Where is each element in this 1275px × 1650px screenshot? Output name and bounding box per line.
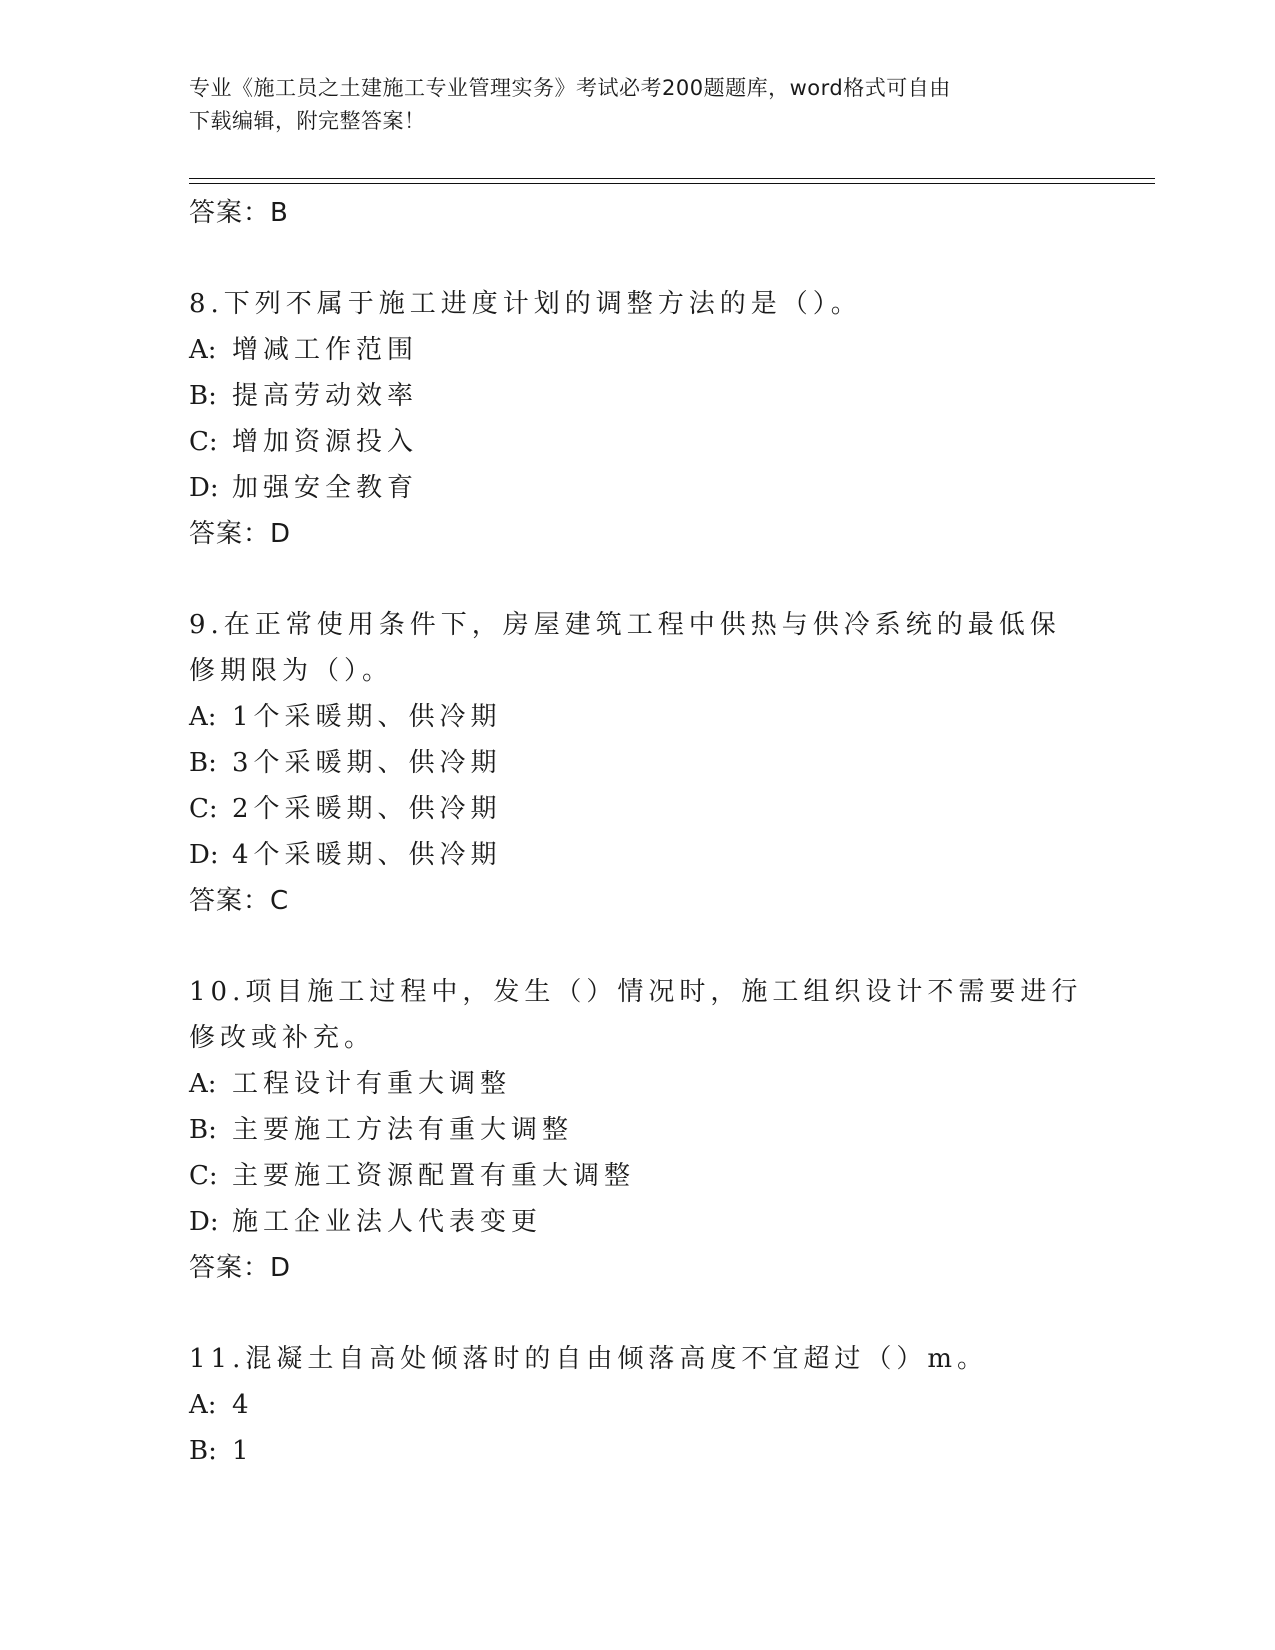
answer-line: 答案：C — [189, 886, 290, 916]
question-block — [189, 1336, 1149, 1474]
option-d — [189, 832, 1149, 878]
document-header — [189, 72, 1089, 138]
question-stem: 8.下列不属于施工进度计划的调整方法的是（）。 — [189, 289, 862, 319]
option-b — [189, 1107, 1149, 1153]
question-stem: 10.项目施工过程中，发生（）情况时，施工组织设计不需要进行修改或补充。 — [189, 977, 1083, 1053]
question-block — [189, 281, 1149, 557]
question-block — [189, 602, 1149, 924]
answer-line: 答案：D — [189, 519, 292, 549]
option-text: 4 — [232, 1390, 254, 1420]
question-stem: 9.在正常使用条件下，房屋建筑工程中供热与供冷系统的最低保修期限为（）。 — [189, 610, 1061, 686]
option-key: B: — [189, 1115, 217, 1145]
header-rule-top — [189, 178, 1155, 179]
option-d — [189, 1199, 1149, 1245]
option-text: 增减工作范围 — [232, 335, 419, 365]
answer-line: 答案：D — [189, 1253, 292, 1283]
option-b — [189, 373, 1149, 419]
spacer — [189, 557, 1149, 602]
option-text: 主要施工方法有重大调整 — [232, 1115, 574, 1145]
option-text: 提高劳动效率 — [232, 381, 419, 411]
header-line-1: 专业《施工员之土建施工专业管理实务》考试必考200题题库，word格式可自由 — [189, 76, 951, 100]
option-key: C: — [189, 427, 218, 457]
option-text: 3个采暖期、供冷期 — [232, 748, 502, 778]
option-key: A: — [189, 335, 217, 365]
option-c — [189, 1153, 1149, 1199]
option-text: 加强安全教育 — [232, 473, 419, 503]
header-line-2: 下载编辑，附完整答案！ — [189, 109, 426, 133]
question-list — [189, 190, 1149, 1474]
option-key: A: — [189, 1069, 217, 1099]
option-key: A: — [189, 1390, 217, 1420]
question-block — [189, 969, 1149, 1291]
option-text: 1个采暖期、供冷期 — [232, 702, 502, 732]
option-key: D: — [189, 473, 219, 503]
option-key: B: — [189, 748, 217, 778]
previous-answer: 答案：B — [189, 198, 289, 228]
option-b — [189, 1428, 1149, 1474]
option-a — [189, 327, 1149, 373]
option-key: B: — [189, 381, 217, 411]
option-key: A: — [189, 702, 217, 732]
option-c — [189, 786, 1149, 832]
option-a — [189, 694, 1149, 740]
option-text: 工程设计有重大调整 — [232, 1069, 512, 1099]
question-stem: 11.混凝土自高处倾落时的自由倾落高度不宜超过（）m。 — [189, 1344, 989, 1374]
spacer — [189, 236, 1149, 281]
option-d — [189, 465, 1149, 511]
option-b — [189, 740, 1149, 786]
option-a — [189, 1061, 1149, 1107]
option-key: C: — [189, 1161, 218, 1191]
option-a — [189, 1382, 1149, 1428]
option-key: B: — [189, 1436, 217, 1466]
option-key: C: — [189, 794, 218, 824]
option-key: D: — [189, 840, 219, 870]
option-c — [189, 419, 1149, 465]
spacer — [189, 924, 1149, 969]
option-text: 1 — [232, 1436, 254, 1466]
spacer — [189, 1291, 1149, 1336]
option-key: D: — [189, 1207, 219, 1237]
option-text: 施工企业法人代表变更 — [232, 1207, 543, 1237]
option-text: 2个采暖期、供冷期 — [232, 794, 502, 824]
option-text: 主要施工资源配置有重大调整 — [232, 1161, 636, 1191]
option-text: 增加资源投入 — [232, 427, 419, 457]
option-text: 4个采暖期、供冷期 — [232, 840, 502, 870]
header-rule-bottom — [189, 183, 1155, 184]
